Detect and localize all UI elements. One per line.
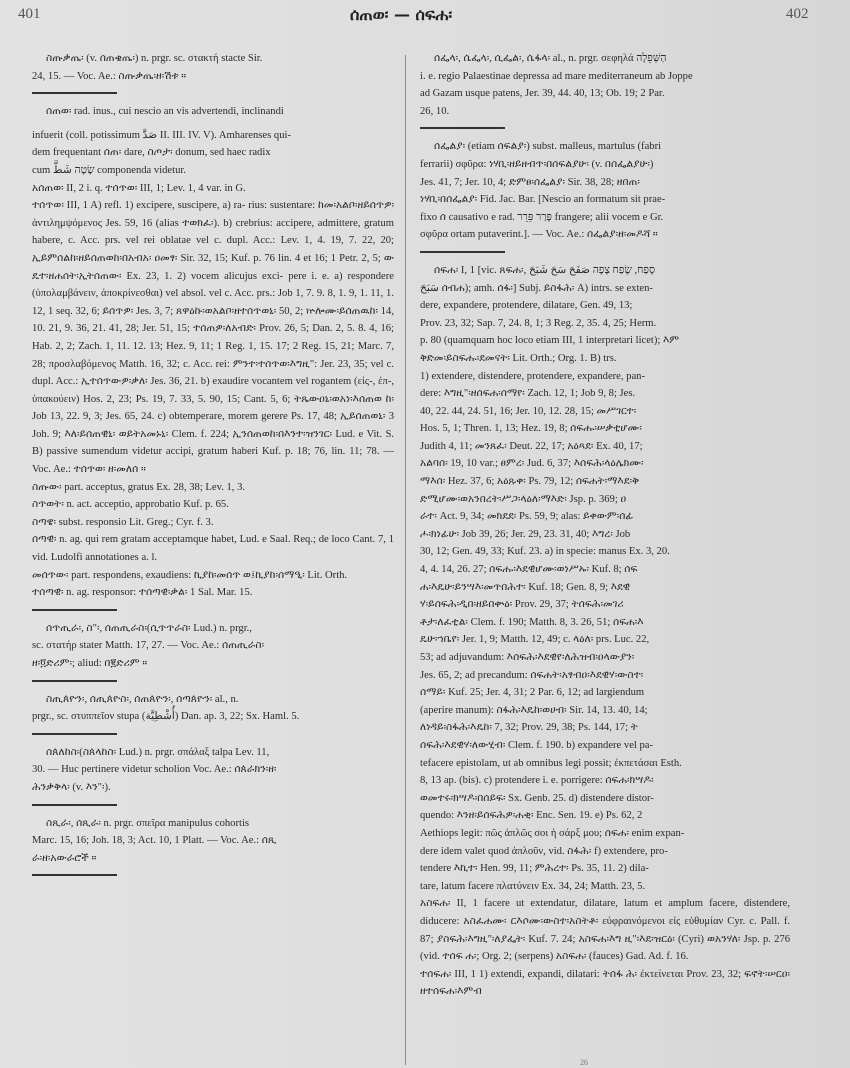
entry-separator-rule <box>32 680 117 682</box>
entry-line: ሰጥጢራ፡, ስ"፡, ሰጠጢራስ፡(ሲጥጥራስ፡ Lud.) n. prgr., <box>46 622 252 634</box>
entry-line: 8, 13 ap. (bis). c) protendere i. e. porrigere: ሰፍሐ፡ክሣዶ፡ <box>420 775 654 787</box>
entry-line: ሰፌልያ፡ (etiam ሰፍልያ፡) subst. malleus, martulus (fabri <box>434 141 662 153</box>
dictionary-entry <box>420 50 790 120</box>
entry-line: ሖ፡ክነፊሁ፡ Job 39, 26; Jer. 29, 23. 31, 40; እግረ፡ Job <box>420 528 631 540</box>
dictionary-entry <box>32 691 394 726</box>
entry-line: ሰጠወ፡ rad. inus., cui nescio an vis advertendi, inclinandi <box>46 106 284 118</box>
entry-line: infuerit (coll. potissimum صَدَّ II. III. IV. V). Amharenses qui- <box>32 129 291 141</box>
entry-line: 30, 12; Gen. 49, 33; Kuf. 23. a) in specie: manus Ex. 3, 20. <box>420 546 670 558</box>
subentry: ተሰጣዊ፡ n. ag. responsor: ተሰጣዊ፡ቃል፡ 1 Sal. Mar. 15. <box>32 587 253 599</box>
column-divider <box>405 55 406 1065</box>
entry-line: ቶታ፡ለፈቲል፡ Clem. f. 190; Matth. 8, 3. 26, 51; ሰፍሐ፡እ <box>420 616 644 628</box>
entry-line: ወመተሩ፡ክሣዶ፡በሰይፍ፡ Sx. Genb. 25. d) distendere distor- <box>420 792 654 804</box>
subentry: አስፍሐ፡ II, 1 facere ut extendatur, dilatare, latum et amplum facere, distendere, diducere: አስፈሐሙ፡ ርእሶሙ፡ውስተ፡አስትቶ፡ εὐφραινόμενοι εἰς εὐθυμίαν Cyr. c. Pall. f. 87; ያስፍሕ፡እግዚ"፡ለያፌት፡ Kuf. 7. 24; አስፍሐ፡እግ ዚ"፡እደ፡ዝርዕ፡ (Cyri) ወአንሃለ፡ Jsp. p. 276 (vid. ተሰፍ ሐ፡; Org. 2; (serpens) አስፍሐ፡ (fauces) Gad. Ad. f. 16. <box>420 898 790 963</box>
entry-line: fixo ሰ causativo e rad. פָּרַר פֵּרֵר frangere; alii vocem e Gr. <box>420 211 664 223</box>
subentry: ስጡው፡ part. acceptus, gratus Ex. 28, 38; Lev. 1, 3. <box>32 481 246 493</box>
entry-line: 4, 4. 14, 26. 27; ሰፍሑ፡እደዊሆሙ፡ወነሥኡ፡ Kuf. 8; ሰፍ <box>420 564 638 576</box>
entry-line: σφῦρα ortam putaverint.]. — Voc. Ae.: ሰፌልያ፡ዘ፡መዶሻ ። <box>420 229 658 241</box>
entry-line: 53; ad adjuvandum: እሰፍሕ፡እደዊየ፡ለሕዝብ፡ዐላውያን፡ <box>420 652 635 663</box>
entry-line: ሰፍሕ፡እደዊሃ፡ለውሂብ፡ Clem. f. 190. b) expandere vel pa- <box>420 739 654 751</box>
entry-separator-rule <box>32 804 117 806</box>
entry-line: Aethiops legit: πῶς ἁπλῶς σοι ἡ σάρξ μου; ሰፍሐ፡ enim expan- <box>420 827 685 839</box>
entry-line: ነሃቢ፡በሰፌልያ፡ Fid. Jac. Bar. [Nescio an formatum sit prae- <box>420 194 666 206</box>
entry-line: ሐ፡እዴሁ፡ይንሣእ፡መጥበሕተ፡ Kuf. 18; Gen. 8, 9; እደዊ <box>420 581 631 593</box>
subentry: አሰጠወ፡ II, 2 i. q. ተሰጥወ፡ III, 1; Lev. 1, 4 var. in G. <box>32 182 246 194</box>
subentry: ስጥወት፡ n. act. acceptio, approbatio Kuf. p. 65. <box>32 499 229 511</box>
entry-line: ማእሰ፡ Hez. 37, 6; አዕጹቀ፡ Ps. 79, 12; ሰፍሐት፡ማእደ፡ቅ <box>420 476 640 488</box>
subentry: ተሰጥወ፡ III, 1 A) refl. 1) excipere, suscipere, a) ra- rius: sustentare: ከመ፡አልቦ፡ዘይሰጥዎ፡ ἀντιλημψόμενος Jes. 59, 16 (alias ተወክፈ፡). b) crebrius: accipere, admittere, gratum habere, c. Acc. prs. vel rei oblatae vel c. dupl. Acc.: Lev. 1, 4. 19, 7. 22, 20; ኢይምሰልከ፡ዘይሰጠወከ፡በአብአ፡ ዐመፃ፡ Sir. 32, 15; Kuf. p. 76 lin. 4 et 16; 1 Petr. 2, 5; ው ዴተ፡ዘሐሰት፡ኢትሰጠው፡ Ex. 23, 1. 2) vocem alicujus exci- pere i. e. a) respondere (ὑπολαμβάνειν, ἀποκρίνεσθαι) vel absol. vel c. Acc. prs.: Job 1, 7. 9. 8, 1. 9, 1. 11, 1. 12, 1 seq. 32, 6; ይሰጥዎ፡ Jes. 3, 7; ጸዋዕኩ፡ወአልቦ፡ዘተሰጥወኒ፡ 50, 2; ኵሎሙ፡ይሰጠዉከ፡ 14, 10. 21, 9. 36, 21. 41, 28; Jer. 51, 15; ተሰጠዎ፡ለአብድ፡ Prov. 26, 5; Dan. 2, 5. 8. 4, 16; Hab. 2, 2; Zach. 1, 11. 12. 13; Hez. 9, 11; 1 Reg. 1, 15. 17; 2 Reg. 15, 21; Marc. 7, 28; προσλαβόμενος Matth. 16, 32; c. Acc. rei: ምንተ፡ተሰጥወ፡እግዚ": Jer. 23, 35; vel c. dupl. Acc.: ኢተሰጥውዎ፡ቃለ፡ Jes. 36, 21. b) exaudire vocantem vel rogantem (εἰς-, ἐπ-, ὑπακούειν) Hos. 2, 23; Ps. 19, 7. 33, 5. 90, 15; Cant. 5, 6; ትጼውዐኒ፡ወአነ፡እሰጠወ ከ፡ Job 13, 22. 9, 3; Jes. 65, 24. c) obtemperare, morem gerere Ps. 17, 48; ኢይሰጠወኒ፡ 3 Joh. 9; እለ፡ይሰጠዊኒ፡ ወይትአመኑኒ፡ Clem. f. 224; ኢንሰጠወከ፡በእንተ፡ዝንገር፡ Lud. e Vit. S. B) passive sumendum videtur accipi, gratum haberi Kuf. p. 18; 76, lin. 11; 78. — Voc. Ae.: ተሰጥወ፡ ዘ፡መለሰ ። <box>32 200 394 476</box>
entry-line: 1) extendere, distendere, protendere, expandere, pan- <box>420 370 646 382</box>
entry-line: ሰጰለከስ፡(ስጰላከስ፡ Lud.) n. prgr. σπάλαξ talpa Lev. 11, <box>46 746 270 758</box>
entry-separator-rule <box>32 733 117 735</box>
dictionary-entry <box>420 262 790 1001</box>
entry-line: ስጢጰዮን፡, ሰጢጰዮስ፡, ሰጠጰዮን፡, ሰጣጰዮን፡ al., n. <box>46 693 239 705</box>
entry-line: ዴሁ፡ኀቤየ፡ Jer. 1, 9; Matth. 12, 49; c. ላዕለ፡ prs. Luc. 22, <box>420 634 650 646</box>
entry-line: Jes. 41, 7; Jer. 10, 4; ድምፀ፡ሰፌልያ፡ Sir. 38, 28; ዘበጠ፡ <box>420 176 640 188</box>
running-head: ሰጠወ፡ — ሰፍሐ፡ <box>350 5 453 24</box>
entry-line: i. e. regio Palaestinae depressa ad mare mediterraneum ab Joppe <box>420 70 693 82</box>
entry-line: dem frequentant ሰጠ፡ dare, ስጦታ፡ donum, sed haec radix <box>32 147 271 159</box>
entry-line: Jes. 65, 2; ad precandum: ሰፍሐት፡አፃብዐ፡እደዊሃ፡ውስተ፡ <box>420 669 644 681</box>
entry-line: ዘ፡፬ድሪም፡; aliud: በ፪ድሪም ። <box>32 658 148 669</box>
entry-line: Hos. 5, 1; Thren. 1, 13; Hez. 19, 8; ሰፍሑ፡ሠቃቲሆሙ፡ <box>420 423 642 435</box>
dictionary-entry <box>420 138 790 244</box>
entry-line: dere: እግዚ"፡ዘሰፍሐ፡ሰማየ፡ Zach. 12, 1; Job 9, 8; Jes. <box>420 388 636 400</box>
dictionary-entry <box>32 815 394 868</box>
entry-line: 24, 15. — Voc. Ae.: ስጡቃጤ፡ዘ፡ሽቱ ። <box>32 70 187 82</box>
entry-line: ferrarii) σφῦρα: ነሃቢ፡ዘይዘብጥ፡በሰፍልያሁ፡ (v. በሰፌልያሁ፡) <box>420 158 654 170</box>
subentry: ተሰፍሐ፡ III, 1 1) extendi, expandi, dilatari: ትሰፋ ሕ፡ ἐκτείνεται Prov. 23, 32; ፍኖት፡ሠርዐ፡ዘተሰፍሐ፡እምብ <box>420 968 790 998</box>
entry-line: ድሚሆሙ፡ወአንበረት፡ሥጋ፡ላዕለ፡ማእድ፡ Jsp. p. 369; ዐ <box>420 493 627 505</box>
entry-line: Marc. 15, 16; Joh. 18, 3; Act. 10, 1 Platt. — Voc. Ae.: ሰጺ <box>32 835 277 847</box>
entry-line: tare, latum facere πλατύνειν Ex. 34, 24; Matth. 23, 5. <box>420 880 646 892</box>
dictionary-entry <box>32 744 394 797</box>
entry-line: ሰፍሐ፡ I, 1 [vic. ጸፍሐ፡, סָפַח, שָׂפַח צָפָה صَفَحَ سَحَ شَبَحَ <box>434 264 656 276</box>
page-number-right: 402 <box>786 6 809 22</box>
entry-line: dere, expandere, protendere, dilatare, Gen. 49, 13; <box>420 300 633 312</box>
entry-line: Prov. 23, 32; Sap. 7, 24. 8, 1; 3 Reg. 2, 35. 4, 25; Herm. <box>420 317 657 329</box>
subentry: መሰጥው፡ part. respondens, exaudiens: ኪያከ፡መሰጥ ወ፤ኪያከ፡ሰማዒ፡ Lit. Orth. <box>32 569 348 581</box>
entry-line: (aperire manum): ስፋሕ፡እዴከ፡ወሀብ፡ Sir. 14, 13. 40, 14; <box>420 704 648 716</box>
entry-separator-rule <box>32 874 117 876</box>
entry-line: ቅድመ፡ይስፍሑ፡ደመናት፡ Lit. Orth.; Org. 1. B) trs. <box>420 352 617 364</box>
entry-line: ሰፌላ፡, ሴፌላ፡, ሲፌል፡, ሴፋላ፡ al., n. prgr. σεφηλά הַשְּׁפֵלָה <box>434 53 667 64</box>
entry-line: 40, 22. 44, 24. 51, 16; Jer. 10, 12. 28, 15; መሥገርተ፡ <box>420 405 637 417</box>
left-column <box>32 50 394 885</box>
entry-line: ራተ፡ Act. 9, 34; መክደደ፡ Ps. 59, 9; alas: ይቀውም፡ሰፊ <box>420 511 634 523</box>
entry-line: tendere እኪተ፡ Hen. 99, 11; ምሕረተ፡ Ps. 35, 11. 2) dila- <box>420 863 649 875</box>
entry-line: ሃ፡ይሰፍሕ፡ዲበ፡ዘይበቍዕ፡ Prov. 29, 37; ትሰፍሕ፡መገሪ <box>420 599 624 611</box>
entry-line: አልባሰ፡ 19, 10 var.; ፀምረ፡ Jud. 6, 37; እሰፍሕ፡ላዕሌክሙ፡ <box>420 458 644 470</box>
entry-line: prgr., sc. στυππεῖον stupa (أُشْطِيَّة) Dan. ap. 3, 22; Sx. Haml. 5. <box>32 711 300 723</box>
page-number-left: 401 <box>18 6 41 22</box>
page-header <box>0 0 850 40</box>
entry-line: cum שָׂטָה شَطَّ componenda videtur. <box>32 164 186 176</box>
subentry: ስጣዌ፡ subst. responsio Lit. Greg.; Cyr. f. 3. <box>32 516 214 528</box>
entry-line: ለነዳይ፡ስፋሕ፡እዴከ፡ 7, 32; Prov. 29, 38; Ps. 144, 17; ት <box>420 722 638 734</box>
dictionary-entry <box>32 50 394 85</box>
entry-line: dere idem valet quod ἁπλοῦν, vid. ስፋሕ፡ f) extendere, pro- <box>420 845 668 857</box>
entry-separator-rule <box>32 92 117 94</box>
entry-separator-rule <box>420 251 505 253</box>
entry-line: 26, 10. <box>420 105 450 117</box>
subentry: ሰጣዊ፡ n. ag. qui rem gratam acceptamque habet, Lud. e Saal. Req.; de loco Cant. 7, 1 vid. Ludolfi annotationes a. l. <box>32 534 394 564</box>
entry-line: quendo: እንዘ፡ይሰፍሕዎ፡ሐቂ፡ Enc. Sen. 19. e) Ps. 62, 2 <box>420 810 643 822</box>
entry-line: tefacere epistolam, ut ab omnibus legi possit; ἐκπετάσαι Esth. <box>420 757 682 769</box>
entry-line: ስጺራ፡, ሰጺራ፡ n. prgr. σπεῖρα manipulus cohortis <box>46 817 250 829</box>
entry-line: ሰማይ፡ Kuf. 25; Jer. 4, 31; 2 Par. 6, 12; ad largiendum <box>420 687 645 699</box>
signature-mark: 26 <box>580 1058 588 1067</box>
entry-separator-rule <box>420 127 505 129</box>
entry-line: sc. στατήρ stater Matth. 17, 27. — Voc. Ae.: ሰጠጢራስ፡ <box>32 640 265 652</box>
right-column <box>420 50 790 1001</box>
entry-line: 30. — Huc pertinere videtur scholion Voc. Ae.: ሰጰራክን፡ዘ፡ <box>32 764 277 776</box>
entry-line: ስጡቃጤ፡ (v. ሰጠቄጤ፡) n. prgr. sc. στακτή stacte Sir. <box>46 53 263 64</box>
entry-line: ራ፡ዘ፡አውራሮች ። <box>32 852 97 864</box>
entry-line: ad Gazam usque patens, Jer. 39, 44. 40, 13; Ob. 19; 2 Par. <box>420 88 665 100</box>
entry-line: Judith 4, 11; መንጸፈ፡ Deut. 22, 17; አዕጻደ፡ Ex. 40, 17; <box>420 440 643 452</box>
entry-line: p. 80 (quamquam hoc loco etiam III, 1 interpretari licet); እም <box>420 335 680 347</box>
entry-line: سَبَحَ ሰብሐ); amh. ሰፋ፡] Subj. ይስፋሕ፡ A) intrs. se exten- <box>420 282 653 294</box>
dictionary-entry <box>32 103 394 602</box>
entry-line: ሕንቃቅላ፡ (v. እን"፡). <box>32 781 111 793</box>
entry-separator-rule <box>32 609 117 611</box>
dictionary-entry <box>32 620 394 673</box>
